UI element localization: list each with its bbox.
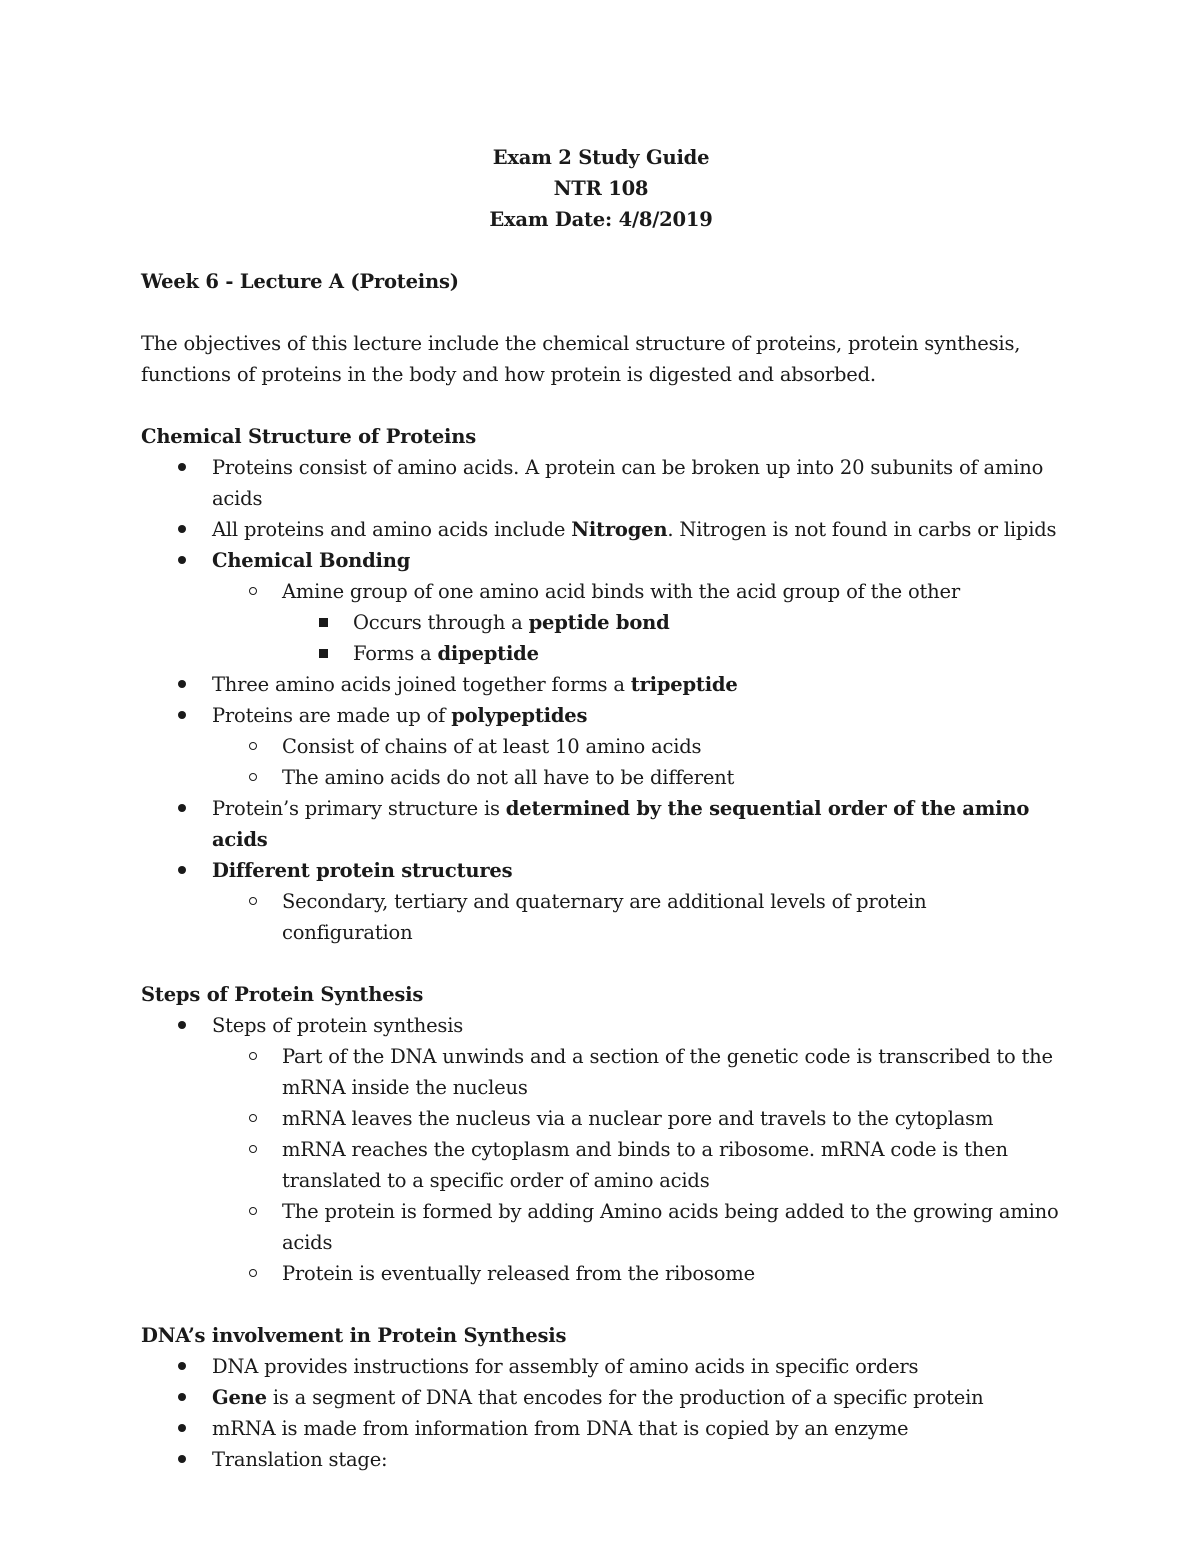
synthesis-heading: Steps of Protein Synthesis [141, 983, 424, 1006]
list-item: Forms a dipeptide [141, 638, 1061, 669]
bullet-circle-icon [243, 1041, 263, 1072]
bullet-circle-icon [243, 576, 263, 607]
bullet-square-icon [313, 607, 333, 638]
list-item: Protein’s primary structure is determined by the sequential order of the amino acids [141, 793, 1061, 855]
bullet-dot-icon [172, 1382, 192, 1413]
chemical-structure-list [141, 452, 1061, 948]
list-item: All proteins and amino acids include Nitrogen. Nitrogen is not found in carbs or lipids [141, 514, 1061, 545]
list-item: Gene is a segment of DNA that encodes for the production of a specific protein [141, 1382, 1061, 1413]
bullet-dot-icon [172, 545, 192, 576]
list-item: mRNA is made from information from DNA that is copied by an enzyme [141, 1413, 1061, 1444]
list-item: mRNA reaches the cytoplasm and binds to a ribosome. mRNA code is then translated to a specific order of amino acids [141, 1134, 1061, 1196]
bullet-dot-icon [172, 452, 192, 483]
bullet-circle-icon [243, 886, 263, 917]
synthesis-list [141, 1010, 1061, 1289]
document-content [141, 142, 1061, 1475]
bullet-circle-icon [243, 1196, 263, 1227]
list-item: Translation stage: [141, 1444, 1061, 1475]
list-item: Proteins are made up of polypeptides [141, 700, 1061, 731]
bullet-dot-icon [172, 855, 192, 886]
term-nitrogen: Nitrogen [571, 518, 668, 541]
list-item: Consist of chains of at least 10 amino acids [141, 731, 1061, 762]
chemical-structure-heading: Chemical Structure of Proteins [141, 425, 477, 448]
bullet-circle-icon [243, 731, 263, 762]
list-item: Chemical Bonding [141, 545, 1061, 576]
document-header [141, 142, 1061, 235]
exam-date: Exam Date: 4/8/2019 [489, 208, 713, 231]
list-item: The amino acids do not all have to be different [141, 762, 1061, 793]
bullet-dot-icon [172, 669, 192, 700]
bullet-dot-icon [172, 1444, 192, 1475]
course-code: NTR 108 [553, 177, 649, 200]
bullet-dot-icon [172, 700, 192, 731]
objectives-paragraph: The objectives of this lecture include the chemical structure of proteins, protein synthesis, functions of proteins in the body and how protein is digested and absorbed. [141, 332, 1021, 386]
list-item: Part of the DNA unwinds and a section of the genetic code is transcribed to the mRNA inside the nucleus [141, 1041, 1061, 1103]
list-item: Occurs through a peptide bond [141, 607, 1061, 638]
list-item: Secondary, tertiary and quaternary are additional levels of protein configuration [141, 886, 1061, 948]
week6-heading: Week 6 - Lecture A (Proteins) [141, 270, 459, 293]
bullet-dot-icon [172, 793, 192, 824]
bullet-circle-icon [243, 762, 263, 793]
list-item: Proteins consist of amino acids. A protein can be broken up into 20 subunits of amino acids [141, 452, 1061, 514]
bullet-circle-icon [243, 1134, 263, 1165]
bullet-square-icon [313, 638, 333, 669]
list-item: Amine group of one amino acid binds with the acid group of the other [141, 576, 1061, 607]
list-item: Three amino acids joined together forms a tripeptide [141, 669, 1061, 700]
bullet-circle-icon [243, 1103, 263, 1134]
bullet-dot-icon [172, 1413, 192, 1444]
bullet-dot-icon [172, 1010, 192, 1041]
list-item: The protein is formed by adding Amino acids being added to the growing amino acids [141, 1196, 1061, 1258]
dna-heading: DNA’s involvement in Protein Synthesis [141, 1324, 567, 1347]
list-item: Different protein structures [141, 855, 1061, 886]
list-item: DNA provides instructions for assembly of amino acids in specific orders [141, 1351, 1061, 1382]
bullet-dot-icon [172, 514, 192, 545]
list-item: Steps of protein synthesis [141, 1010, 1061, 1041]
list-item: mRNA leaves the nucleus via a nuclear pore and travels to the cytoplasm [141, 1103, 1061, 1134]
document-title: Exam 2 Study Guide [492, 146, 710, 169]
list-item: Protein is eventually released from the ribosome [141, 1258, 1061, 1289]
bullet-circle-icon [243, 1258, 263, 1289]
bullet-dot-icon [172, 1351, 192, 1382]
dna-list [141, 1351, 1061, 1475]
